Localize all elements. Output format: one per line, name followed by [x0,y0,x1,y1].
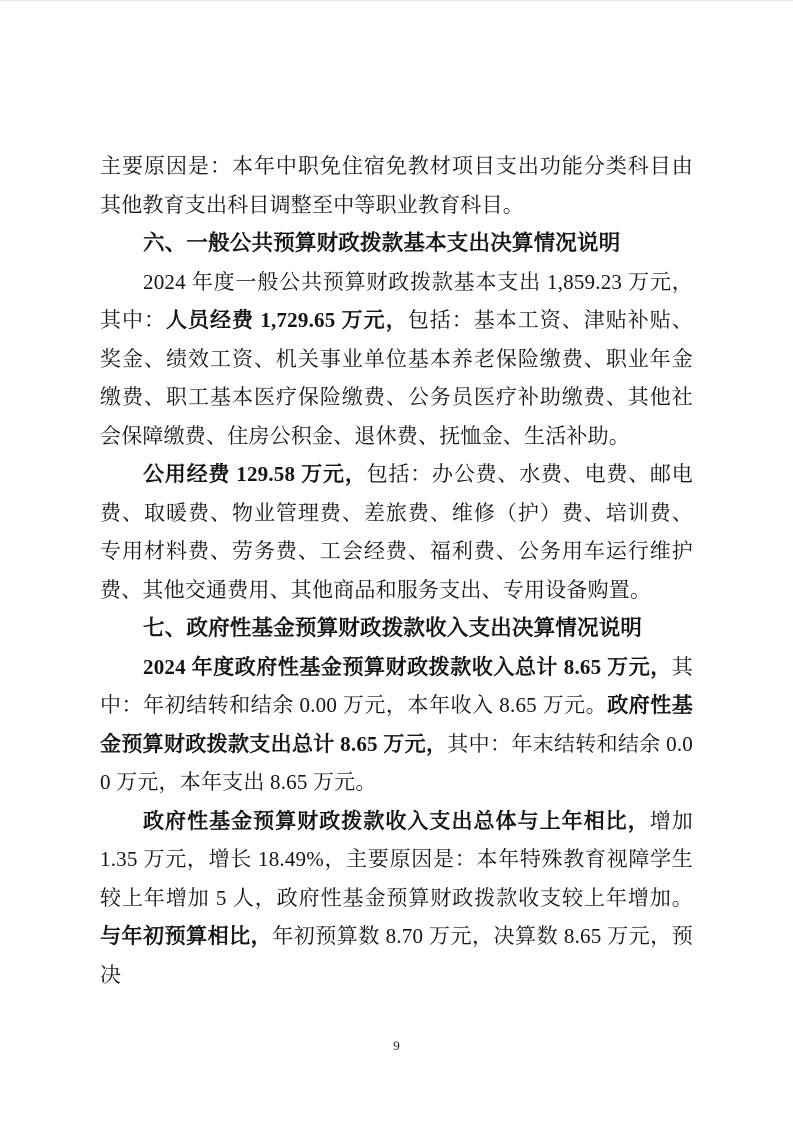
heading-text: 七、政府性基金预算财政拨款收入支出决算情况说明 [143,616,643,640]
heading-text: 六、一般公共预算财政拨款基本支出决算情况说明 [143,231,621,255]
paragraph-run: 包括：基本工资、津贴补贴、奖金、绩效工资、机关事业单位基本养老保险缴费、职业年金缴费、职工基本医疗保险缴费、公务员医疗补助缴费、其他社会保障缴费、住房公积金、退休费、抚恤金、生活补助。 [100,308,693,448]
paragraph-run: 2024 年度一般公共预算财政拨款基本支出 1,859.23 万元，其中： [100,269,693,332]
paragraph-run: 其中：年初结转和结余 0.00 万元，本年收入 8.65 万元。 [100,654,693,717]
section-heading-7 [100,609,693,648]
paragraph-run: 其中：年末结转和结余 0.00 万元，本年支出 8.65 万元。 [100,731,693,794]
paragraph-gov-fund-comparison [100,802,693,995]
paragraph-run: 包括：办公费、水费、电费、邮电费、取暖费、物业管理费、差旅费、维修（护）费、培训费、专用材料费、劳务费、工会经费、福利费、公务用车运行维护费、其他交通费用、其他商品和服务支出、专用设备购置。 [100,462,694,602]
paragraph-run-bold: 与年初预算相比， [100,924,273,948]
paragraph-run-bold: 2024 年度政府性基金预算财政拨款收入总计 8.65 万元， [143,654,672,679]
paragraph-run: 主要原因是：本年中职免住宿免教材项目支出功能分类科目由其他教育支出科目调整至中等职业教育科目。 [100,154,693,217]
paragraph-run-bold: 政府性基金预算财政拨款收入支出总体与上年相比， [143,808,650,833]
section-heading-6 [100,224,693,263]
page-number: 9 [393,1038,400,1053]
paragraph-gov-fund-income [100,648,693,802]
paragraph-basic-expenditure [100,263,693,456]
paragraph-run: 增加 1.35 万元，增长 18.49%，主要原因是：本年特殊教育视障学生较上年增加 5 人，政府性基金预算财政拨款收支较上年增加。 [100,808,693,910]
document-text-block [100,147,693,994]
paragraph-run-bold: 人员经费 1,729.65 万元， [166,308,408,332]
paragraph-public-funds [100,455,693,609]
paragraph-run-bold: 政府性基金预算财政拨款支出总计 8.65 万元， [100,693,693,756]
paragraph-run-bold: 公用经费 129.58 万元， [143,462,367,486]
continuation-paragraph [100,147,693,224]
paragraph-run: 年初预算数 8.70 万元，决算数 8.65 万元，预决 [100,924,693,987]
